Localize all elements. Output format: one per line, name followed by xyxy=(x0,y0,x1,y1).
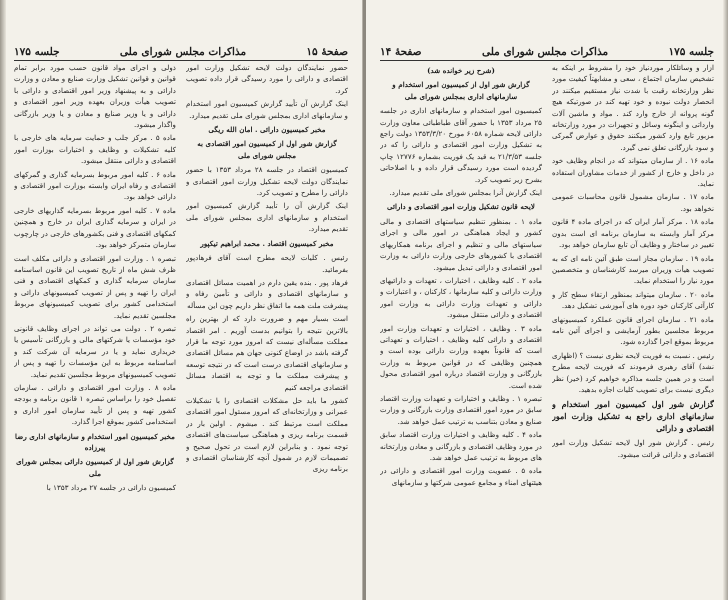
speech-paragraph: است بسیار مهم و ضرورت دارد که از بهترین راه بالاترین نتیجه را بتوانیم بدست آوریم . امر اقتصاد مملکت مسأله‌ای نیست که امروز مورد توجه ما قرار گرفته باشد در اوضاع کنونی جهان هم مسائل اقتصادی و سازمانهای اقتصادی درست است که در نتیجه توسعه و پیشرفت مملکت ما و توجه به اقتصاد مسائل اقتصادی مراجعه کنیم xyxy=(186,314,348,392)
signature-line: مخبر کمیسیون دارائی . امان الله ریگی xyxy=(208,125,326,135)
article: ماده ۲ . کلیه وظایف ، اختیارات ، تعهدات و دارائیهای وزارت دارائی و کلیه سازمانها ، کارکنان ، و اعتبارات و دارائی و تعهدات وزارت دارائی به وزارت امور اقتصادی و دارائی منتقل میشود. xyxy=(380,275,542,320)
section-heading: گزارش شور اول کمیسیون امور استخدام و سازمانهای اداری راجع به تشکیل وزارت امور اقتصادی و دارائی xyxy=(552,399,714,434)
paragraph: اینک گزارش آنرا بمجلس شورای ملی تقدیم میدارد. xyxy=(389,188,542,198)
paragraph: اینک گزارش آن را تأیید گزارش کمیسیون امور استخدام و سازمانهای اداری بمجلس شورای ملی تقدیم میدارد. xyxy=(186,201,348,234)
article: ماده ۲۱ . سازمان اجرای قانون عملکرد کمیسیونهای مربوط مجلسین بطور آزمایشی و اجرای آئین نامه مربوط بموقع اجرا گذارده شود. xyxy=(552,314,714,347)
right-page-columns xyxy=(380,62,714,596)
column-left xyxy=(380,62,542,596)
journal-title: مذاکرات مجلس شورای ملی xyxy=(481,46,609,58)
note: تبصره ۱ . وزارت امور اقتصادی و دارائی مکلف است ظرف شش ماه از تاریخ تصویب این قانون اساسنامه سازمان سرمایه گذاری و کمکهای اقتصادی و فنی ایران را تهیه و پس از تصویب کمیسیونهای دارائی و استخدامی کشور برای تصویب کمیسیونهای مربوط مجلسین تقدیم نماید. xyxy=(14,253,176,320)
report-heading: گزارش شور اول از کمیسیون امور اقتصادی به مجلس شورای ملی xyxy=(197,139,337,160)
page-number: صفحهٔ ۱۵ xyxy=(306,46,348,58)
speech-paragraph: کشور ما باید حل مشکلات اقتصادی را با تشکیلات عمرانی و وزارتخانه‌ای که امروز مسئول امور اقتصادی مملکت است مرتبط کند . میشوم . اولین بار در قسمت برنامه ریزی و هماهنگی سیاست‌های اقتصادی توجه نمود . و بنابراین لازم است در تحول صحیح و تصمیمات لازم در شمول آنچه کارشناسان اقتصادی و برنامه ریزی xyxy=(186,395,348,474)
paragraph: کمیسیون اقتصاد در جلسه ۲۸ مرداد ۱۳۵۳ با حضور نمایندگان دولت لایحه تشکیل وزارت امور اقتصادی و دارائی را مطرح و تصویب کرد. xyxy=(186,165,348,198)
journal-title: مذاکرات مجلس شورای ملی xyxy=(119,46,247,58)
page-edge-shadow xyxy=(0,0,6,600)
article: ماده ۵ . عضویت وزارت امور اقتصادی و دارائی در هیئتهای امناء و مجامع عمومی شرکتها و سازمانهای xyxy=(380,466,542,487)
paragraph: کمیسیون امور استخدام و سازمانهای اداری در جلسه ۲۵ مرداد ۱۳۵۳ با حضور آقای طباطبائی معاون وزارت دارائی لایحه شماره ۶۰۵۸ مورخ ۱۳۵۳/۳/۲۰ دولت راجع به تشکیل وزارت امور اقتصادی و دارائی را که در جلسه ۲۱/۳/۵۳ به قید یک فوریت بشماره ۱۲۷۷۶ چاپ گردیده است مورد رسیدگی قرار داده و با اصلاحاتی بشرح زیر تصویب کرد. xyxy=(380,106,542,184)
article: ماده ۴ . کلیه وظایف و اختیارات وزارت اقتصاد سابق در مورد وظایف اقتصادی و بازرگانی و معادن وزارتخانه های مربوط به ترتیب عمل خواهد شد. xyxy=(380,430,542,462)
report-heading: گزارش شور اول از کمیسیون دارائی بمجلس شورای ملی xyxy=(16,457,174,478)
signature-line: مخبر کمیسیون امور استخدام و سازمانهای اداری رضا پیرزاده xyxy=(15,431,175,452)
speaker-line: رئیس . کلیات لایحه مطرح است آقای فرهادپور بفرمائید. xyxy=(186,253,348,274)
reading-note: (شرح زیر خوانده شد) xyxy=(427,66,495,75)
speaker-line: رئیس . نسبت به فوریت لایحه نظری نیست ؟ (اظهاری نشد) آقای رهبری فرمودند که فوریت لایحه مطرح است و در همین جلسه مذاکره خواهیم کرد (خیر) نظر دیگری نیست برای تصویب کلیات اجازه بدهید. xyxy=(552,350,714,394)
paragraph: حضور نمایندگان دولت لایحه تشکیل وزارت امور اقتصادی و دارائی را مورد رسیدگی قرار داده تصویب کرد. xyxy=(186,63,348,95)
note: تبصره ۱ . وظایف و اختیارات و تعهدات وزارت اقتصاد سابق در مورد امور اقتصادی وزارت بازرگانی و وزارت صنایع و معادن بتناسب به ترتیب عمل خواهد شد. xyxy=(380,393,542,426)
right-page xyxy=(366,0,728,600)
article: ماده ۵ . مرکز جلب و حمایت سرمایه های خارجی با کلیه تشکیلات و وظایف و اختیارات بوزارت امور اقتصادی و دارائی منتقل میشود. xyxy=(14,133,176,166)
article: ماده ۲۰ . سازمان میتواند بمنظور ارتقاء سطح کار و کارآئی کارکنان خود دوره های آموزشی تشکیل دهد. xyxy=(552,289,714,311)
session-number: جلسه ۱۷۵ xyxy=(14,46,60,58)
article: ماده ۶ . کلیه امور مربوط بسرمایه گذاری و گمرکهای اقتصادی و رفاه ایران وابسته بوزارت امور اقتصادی و دارائی خواهد بود. xyxy=(14,169,176,202)
session-number: جلسه ۱۷۵ xyxy=(668,46,714,58)
note: تبصره ۲ . دولت می تواند در اجرای وظایف قانونی خود مؤسسات یا شرکتهای مالی و بازرگانی تأسیس یا خریداری نماید و یا در سرمایه آن شرکت کند و اساسنامه مربوط به این مؤسسات را تهیه و پس از تصویب کمیسیونهای مربوط مجلسین تقدیم نماید. xyxy=(14,323,176,379)
paragraph: اینک گزارش آن تأیید گزارش کمیسیون امور استخدام و سازمانهای اداری بمجلس شورای ملی تقدیم میدارد. xyxy=(186,99,348,120)
bill-title: لایحه قانون تشکیل وزارت امور اقتصادی و دارائی xyxy=(387,202,535,212)
page-edge-shadow xyxy=(723,0,728,600)
page-number: صفحهٔ ۱۴ xyxy=(380,46,422,58)
speaker-line: رئیس . گزارش شور اول لایحه تشکیل وزارت امور اقتصادی و دارائی قرائت میشود. xyxy=(552,438,714,459)
article: ماده ۱۹ . سازمان مجاز است طبق آئین نامه ای که به تصویب هیأت وزیران میرسد کارشناسان و متخصصین مورد نیاز را استخدام نماید. xyxy=(552,253,714,286)
paragraph: ازار و وسائلکار موردنیاز خود را مشروط بر اینکه به تشخیص سازمان اجتماع ، سعی و مشابهتاً کیفیت مورد نظر وزارتخانه رقبت با شدت نیاز مستقیم میکنند در انحصار دولت نبوده و خود تهیه کند در صورتیکه هیچ گونه پروانه از خارج وارد کند . مواد و ماشین آلات وارداتی و اینگونه وسائل و تجهیزات در مورد وزارتخانه مزبور تابع وارد کشور میکنند حقوق و عوارض گمرکی و سود بازرگانی تعلق نمی گیرد. xyxy=(552,63,714,152)
article: ماده ۱۸ . مرکز آمار ایران که در اجرای ماده ۴ قانون مرکز آمار وابسته به سازمان برنامه ای است بدون تغییر در ساختار و وظایف آن تابع سازمان خواهد بود. xyxy=(552,217,714,250)
article: ماده ۳ . وظایف ، اختیارات و تعهدات وزارت امور اقتصادی و دارائی کلیه وظایف ، اختیارات و تعهداتی است که قانوناً بعهده وزارت دارائی بوده است و همچنین وظایفی که در قوانین مربوط به وزارت بازرگانی و وزارت اقتصاد درباره امور اقتصادی محول شده است. xyxy=(380,323,542,390)
article: ماده ۱۷ . سازمان مشمول قانون محاسبات عمومی نخواهد بود. xyxy=(552,192,714,213)
left-page xyxy=(0,0,363,600)
paragraph: کمیسیون دارائی در جلسه ۲۷ مرداد ۱۳۵۳ با xyxy=(46,483,176,493)
signature-line: مخبر کمیسیون اقتصاد . محمد ابراهیم تیکپور xyxy=(200,238,334,248)
paragraph: ذولی و اجرای مواد قانون حسب مورد برابر تمام قوانین و قوانین تشکیل وزارت صنایع و معادن و وزارت دارائی و به پیشنهاد وزیر امور اقتصادی و دارائی با تصویب هیأت وزیران بعهده وزیر امور اقتصادی و دارائی و یا وزیر صنایع و معادن و یا وزیر بازرگانی واگذار میشود. xyxy=(14,63,176,130)
column-right xyxy=(186,62,348,596)
right-page-header xyxy=(380,36,714,61)
article: ماده ۱ . بمنظور تنظیم سیاستهای اقتصادی و مالی کشور و ایجاد هماهنگی در امور مالی و اجرای سیاستهای مالی و تنظیم و اجرای برنامه همکاریهای اقتصادی با کشورهای خارجی وزارت دارائی به وزارت امور اقتصادی و دارائی تبدیل میشود. xyxy=(380,216,542,272)
column-left xyxy=(14,62,176,596)
left-page-columns xyxy=(14,62,348,596)
report-heading: گزارش شور اول از کمیسیون امور استخدام و سازمانهای اداری بمجلس شورای ملی xyxy=(392,80,530,101)
speech-paragraph: فرهاد پور . بنده یقین دارم در اهمیت مسائل اقتصادی و سازمانهای اقتصادی و دارائی و تأمین رفاه و پیشرفت ملت همه ما اتفاق نظر داریم چون این مسأله xyxy=(186,277,348,310)
column-right xyxy=(552,62,714,596)
left-page-header xyxy=(14,36,348,61)
article: ماده ۸ . وزارت امور اقتصادی و دارائی . سازمان تفصیل خود را براساس تبصره ۱ قانون برنامه و بودجه کشور تهیه و پس از تأیید سازمان امور اداری و استخدامی کشور بموقع اجرا گذارد. xyxy=(14,382,176,427)
article: ماده ۱۶ . از سازمان میتواند که در انجام وظایف خود در داخل و خارج از کشور از خدمات مشاوران استفاده نماید. xyxy=(552,156,714,189)
article: ماده ۷ . کلیه امور مربوط بسرمایه گذاریهای خارجی در ایران و سرمایه گذاری ایران در خارج و همچنین کمکهای اقتصادی و فنی بکشورهای خارجی در چارچوب سازمان متمرکز خواهد بود. xyxy=(14,205,176,250)
